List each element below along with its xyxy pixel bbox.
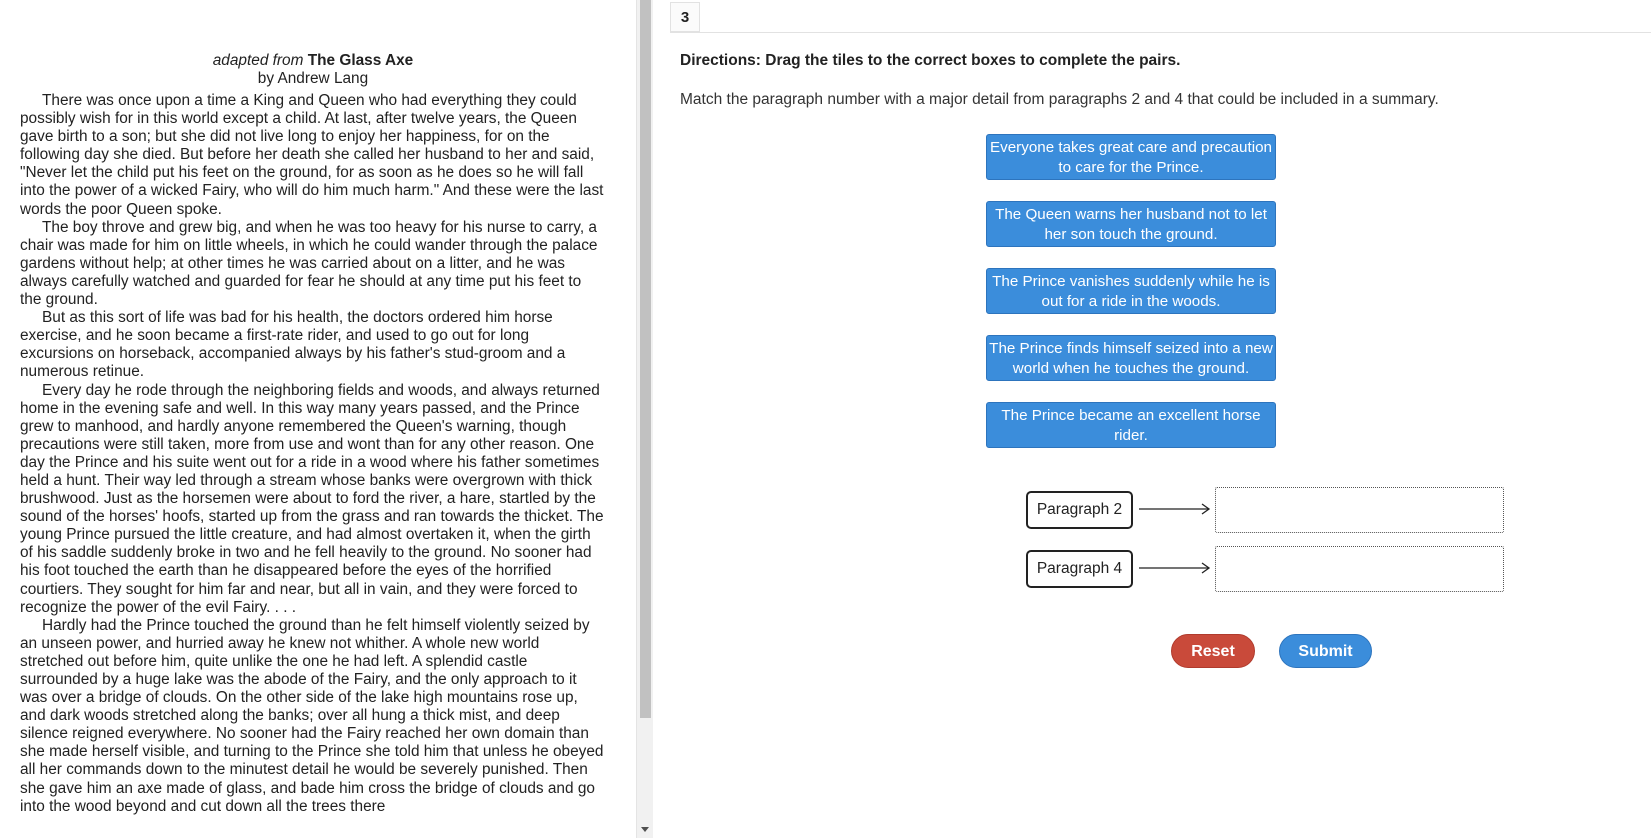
- scrollbar-thumb[interactable]: [640, 0, 651, 718]
- drop-box-paragraph-2[interactable]: [1215, 487, 1504, 533]
- passage-paragraph-3: But as this sort of life was bad for his health, the doctors ordered him horse exercise, and he soon became a first-rate rider, and used to go out for long excursions on horseback, accompanied always by his father's stud-groom and a numerous retinue.: [20, 309, 566, 381]
- passage-paragraph-2: The boy throve and grew big, and when he was too heavy for his nurse to carry, a chair was made for him on little wheels, in which he could wander through the palace gardens without help; at other times he was carried about on a litter, and he was always carefully watched and guarded for fear he should at any time put his feet to the ground.: [20, 218, 598, 309]
- title-prefix: adapted from: [212, 52, 304, 69]
- directions-text: Directions: Drag the tiles to the correct boxes to complete the pairs.: [680, 52, 1181, 69]
- drag-tile[interactable]: The Queen warns her husband not to let her son touch the ground.: [986, 201, 1276, 247]
- passage-pane: [0, 0, 636, 838]
- scroll-down-arrow-icon[interactable]: [641, 827, 649, 832]
- author-line: by Andrew Lang: [257, 70, 369, 87]
- right-arrow-icon: [1139, 502, 1211, 516]
- drag-tile[interactable]: Everyone takes great care and precaution to care for the Prince.: [986, 134, 1276, 180]
- passage-paragraph-1: There was once upon a time a King and Queen who had everything they could possibly wish for in this world except a child. At last, after twelve years, the Queen gave birth to a son; but she did not live long to enjoy her happiness, for on the following day she died. But before her death she called her husband to her and said, "Never let the child put his feet on the ground, for as soon as he does so he will fall into the power of a wicked Fairy, who will do him much harm." And these were the last words the poor Queen spoke.: [20, 92, 604, 218]
- instruction-text: Match the paragraph number with a major detail from paragraphs 2 and 4 that could be included in a summary.: [680, 91, 1439, 108]
- question-header: [670, 2, 1651, 33]
- pair-label-paragraph-2: Paragraph 2: [1026, 491, 1133, 529]
- reset-button[interactable]: Reset: [1171, 634, 1255, 668]
- pair-label-paragraph-4: Paragraph 4: [1026, 550, 1133, 588]
- passage-paragraph-4: Every day he rode through the neighboring fields and woods, and always returned home in the evening safe and well. In this way many years passed, and the Prince grew to manhood, and hardly anyone remembered the Queen's warning, though precautions were still taken, more from use and wont than for any other reason. One day the Prince and his suite went out for a ride in a wood where his father sometimes held a hunt. Their way led through a stream whose banks were overgrown with thick brushwood. Just as the horsemen were about to ford the river, a hare, startled by the sound of the horses' hoofs, started up from the grass and ran towards the thicket. The young Prince pursued the little creature, and had almost overtaken it, when the girth of his saddle suddenly broke in two and he fell heavily to the ground. No sooner had his foot touched the earth than he disappeared before the eyes of the horrified courtiers. They sought for him far and near, but all in vain, and they were forced to recognize the power of the evil Fairy. . . .: [20, 381, 604, 616]
- right-arrow-icon: [1139, 561, 1211, 575]
- question-pane: [653, 0, 1651, 838]
- passage-title: [20, 52, 606, 88]
- drag-tile[interactable]: The Prince became an excellent horse rider.: [986, 402, 1276, 448]
- passage-paragraph-5: Hardly had the Prince touched the ground than he felt himself violently seized by an unseen power, and hurried away he knew not whither. A whole new world stretched out before him, quite unlike the one he had left. A splendid castle surrounded by a huge lake was the abode of the Fairy, and the only approach to it was over a bridge of clouds. On the other side of the lake high mountains rose up, and dark woods stretched along the banks; over all hung a thick mist, and deep silence reigned everywhere. No sooner had the Fairy reached her own domain than she made herself visible, and turning to the Prince she told him that unless he obeyed all her commands down to the minutest detail he would be severely punished. Then she gave him an axe made of glass, and bade him cross the bridge of clouds and go into the wood beyond and cut down all the trees there: [20, 616, 604, 815]
- drag-tile[interactable]: The Prince finds himself seized into a new world when he touches the ground.: [986, 335, 1276, 381]
- question-number: 3: [670, 2, 700, 32]
- drag-tile[interactable]: The Prince vanishes suddenly while he is out for a ride in the woods.: [986, 268, 1276, 314]
- book-title: The Glass Axe: [307, 52, 414, 69]
- drop-box-paragraph-4[interactable]: [1215, 546, 1504, 592]
- submit-button[interactable]: Submit: [1279, 634, 1372, 668]
- passage-scrollbar[interactable]: [636, 0, 653, 838]
- passage-content: [20, 52, 606, 816]
